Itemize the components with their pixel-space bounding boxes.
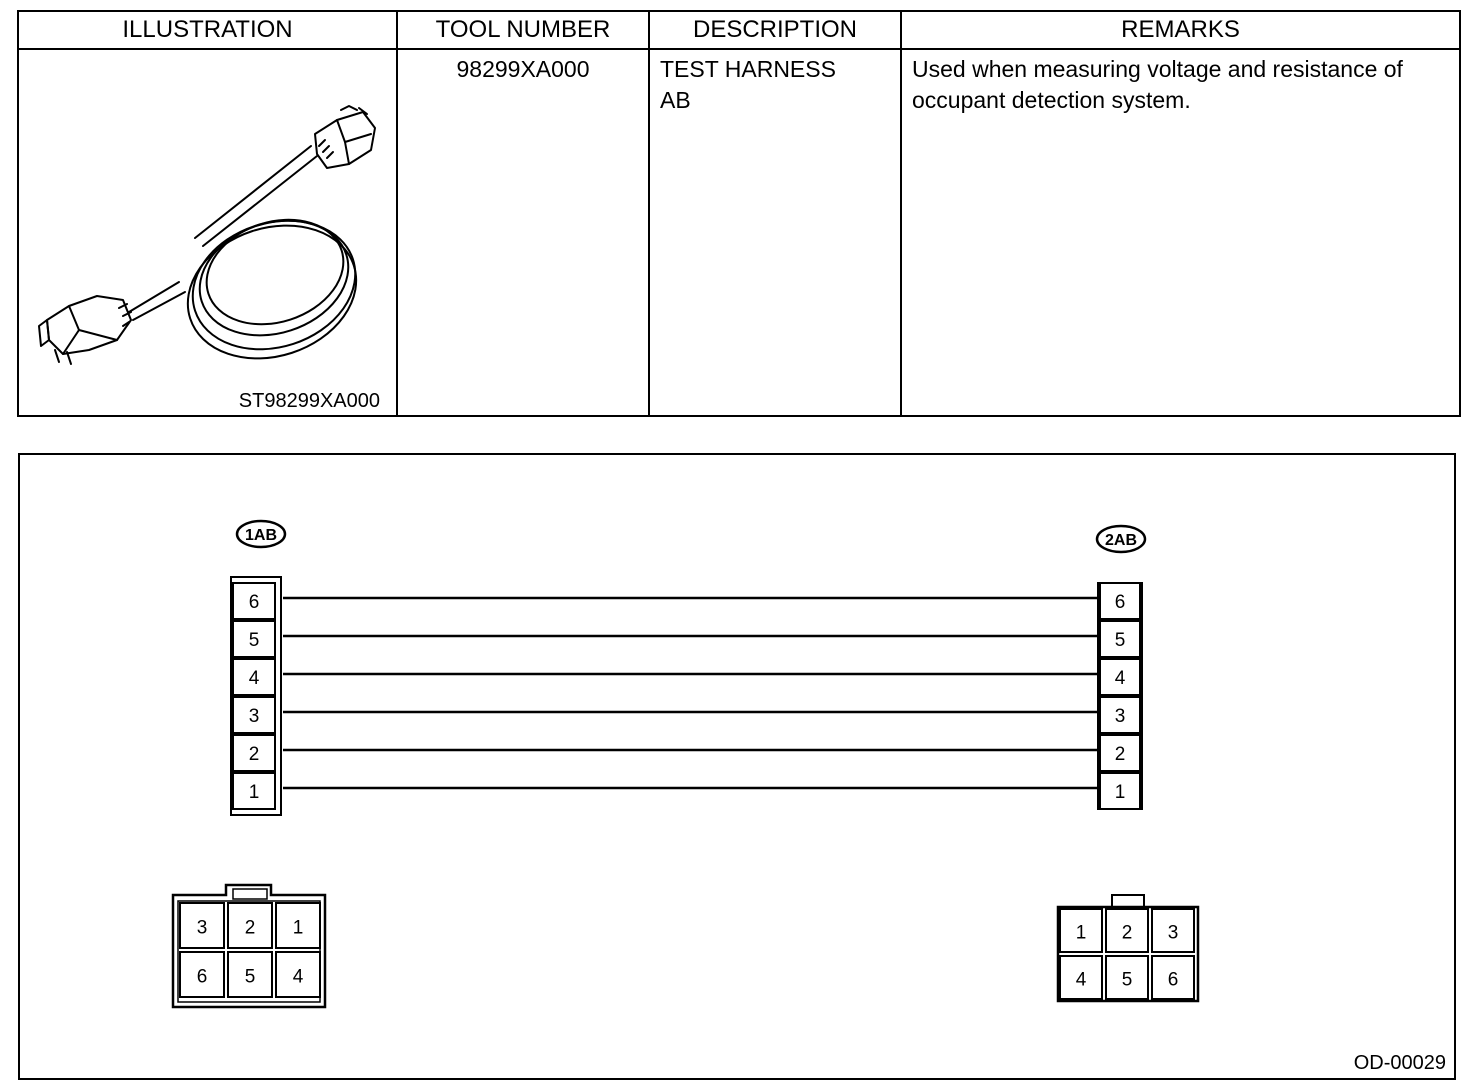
connector-right-face-cavity-label: 1	[1075, 922, 1087, 944]
connector-right-pin-label: 2	[1114, 744, 1126, 765]
remarks-cell	[901, 49, 1460, 416]
description-line-1: TEST HARNESS	[660, 56, 836, 82]
connector-right-face	[1058, 895, 1198, 1001]
connector-left-pin-label: 5	[248, 630, 260, 651]
wiring-diagram-svg	[20, 455, 1454, 1078]
connector-left-pin-label: 6	[248, 592, 260, 613]
connector-left-face-cavity-label: 6	[196, 966, 208, 988]
description-cell	[649, 49, 901, 416]
illustration-cell	[18, 49, 397, 416]
connector-right-label-badge	[1097, 526, 1145, 552]
connector-right-pin-label: 3	[1114, 706, 1126, 727]
connector-right-label: 2AB	[1104, 532, 1138, 549]
tool-number-cell	[397, 49, 649, 416]
connector-right-pin-label: 6	[1114, 592, 1126, 613]
connector-right-pin-label: 4	[1114, 668, 1126, 689]
harness-wires	[283, 598, 1098, 788]
table-row	[18, 49, 1460, 416]
connector-right-face-cavity-label: 4	[1075, 969, 1087, 991]
header-tool-number: TOOL NUMBER	[397, 11, 649, 49]
connector-left-pin-label: 3	[248, 706, 260, 727]
connector-left-face-cavity-label: 2	[244, 917, 256, 939]
connector-left-face	[173, 885, 325, 1007]
header-remarks: REMARKS	[901, 11, 1460, 49]
connector-right-face-cavity-label: 2	[1121, 922, 1133, 944]
illustration-code: ST98299XA000	[238, 390, 380, 412]
connector-left-label-badge	[237, 521, 285, 547]
connector-left-pin-label: 2	[248, 744, 260, 765]
connector-right-face-cavity-label: 3	[1167, 922, 1179, 944]
connector-left-face-cavity-label: 1	[292, 917, 304, 939]
header-illustration: ILLUSTRATION	[18, 11, 397, 49]
test-harness-illustration	[19, 50, 396, 419]
connector-right-pin-label: 1	[1114, 782, 1126, 803]
connector-left-pins	[233, 583, 275, 809]
connector-right-pin-label: 5	[1114, 630, 1126, 651]
connector-left-label: 1AB	[244, 527, 278, 544]
connector-right-face-cavity-label: 5	[1121, 969, 1133, 991]
tool-number: 98299XA000	[456, 56, 590, 82]
connector-left-pin-label: 4	[248, 668, 260, 689]
connector-left-pin-label: 1	[248, 782, 260, 803]
remarks-line-1: Used when measuring voltage and resistance of	[912, 56, 1403, 82]
connector-left-face-cavity-label: 4	[292, 966, 304, 988]
remarks-line-2: occupant detection system.	[912, 87, 1191, 113]
connector-right-pins	[1100, 583, 1140, 809]
header-description: DESCRIPTION	[649, 11, 901, 49]
connector-left-face-cavity-label: 3	[196, 917, 208, 939]
description-line-2: AB	[660, 87, 691, 113]
wiring-diagram	[18, 453, 1456, 1080]
connector-left-face-cavity-label: 5	[244, 966, 256, 988]
connector-right-face-cavity-label: 6	[1167, 969, 1179, 991]
table-header-row	[18, 11, 1460, 49]
figure-code: OD-00029	[1353, 1052, 1446, 1074]
special-tool-table	[17, 10, 1461, 417]
